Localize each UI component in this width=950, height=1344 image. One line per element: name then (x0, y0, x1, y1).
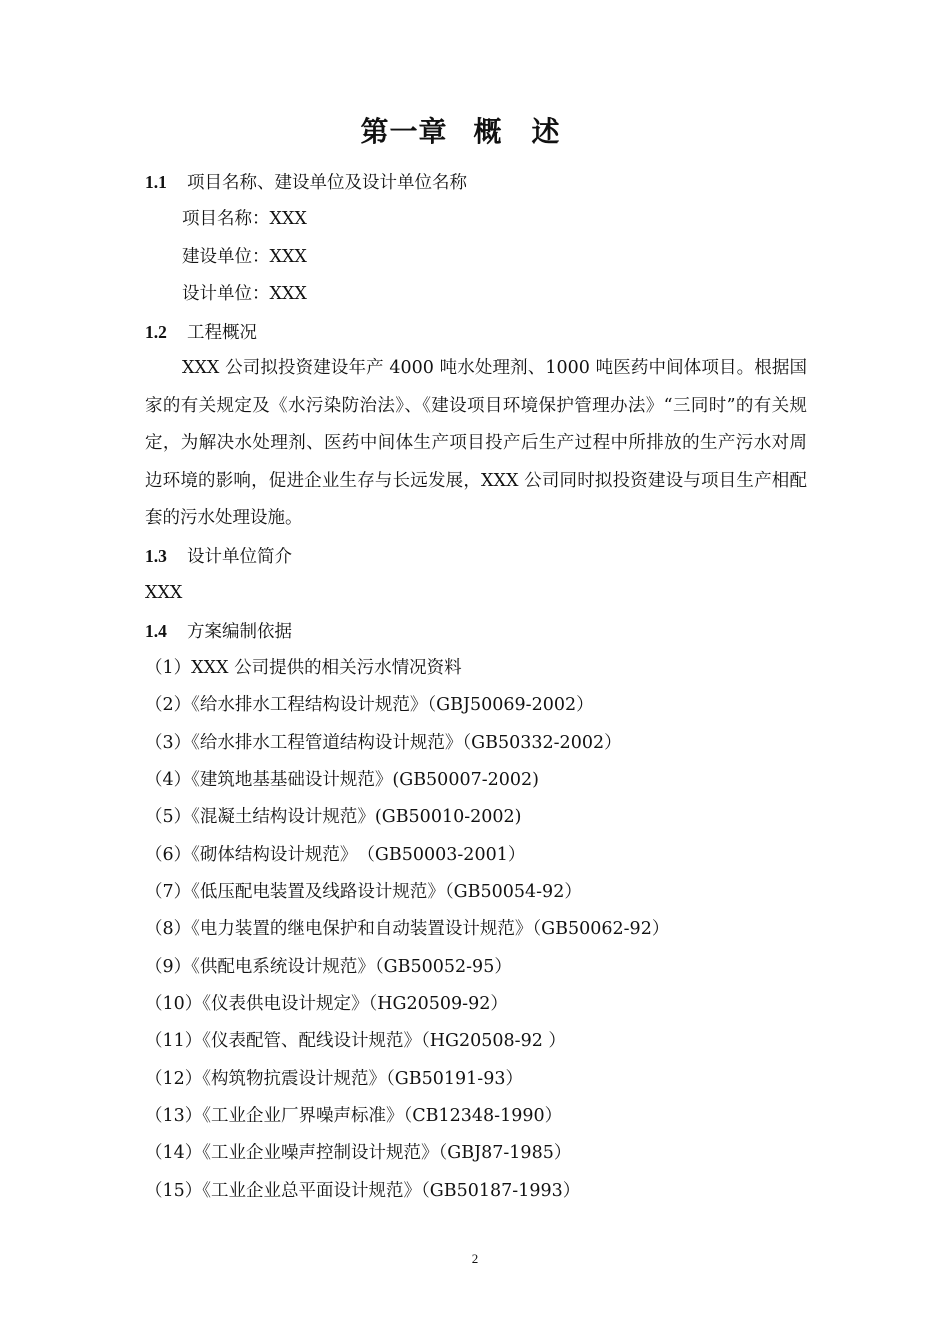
section-title: 设计单位简介 (187, 547, 292, 567)
section-heading-1-3 (145, 545, 292, 568)
design-unit-line: 设计单位：XXX (182, 284, 307, 304)
basis-item: （1）XXX 公司提供的相关污水情况资料 (145, 658, 462, 678)
basis-item: （7）《低压配电装置及线路设计规范》（GB50054-92） (145, 882, 582, 902)
chapter-title (0, 110, 950, 150)
section-title: 工程概况 (187, 323, 257, 343)
section-number: 1.1 (145, 172, 167, 192)
page-number: 2 (471, 1251, 479, 1266)
basis-item: （4）《建筑地基基础设计规范》(GB50007-2002) (145, 770, 539, 790)
basis-item: （2）《给水排水工程结构设计规范》（GBJ50069-2002） (145, 695, 594, 715)
chapter-name: 概述 (473, 115, 590, 148)
section-heading-1-4 (145, 620, 292, 643)
basis-item: （14）《工业企业噪声控制设计规范》（GBJ87-1985） (145, 1143, 572, 1163)
construction-unit-line: 建设单位：XXX (182, 247, 307, 267)
overview-paragraph: XXX 公司拟投资建设年产 4000 吨水处理剂、1000 吨医药中间体项目。根据国家的有关规定及《水污染防治法》、《建设项目环境保护管理办法》“三同时”的有关规定，为解决水处理剂、医药中间体生产项目投产后生产过程中所排放的生产污水对周边环境的影响，促进企业生存与长远发展，XXX 公司同时拟投资建设与项目生产相配套的污水处理设施。 (145, 358, 807, 529)
basis-item: （6）《砌体结构设计规范》 （GB50003-2001） (145, 845, 526, 865)
project-name-line: 项目名称：XXX (182, 209, 307, 229)
basis-item: （10）《仪表供电设计规定》（HG20509-92） (145, 994, 508, 1014)
section-number: 1.2 (145, 322, 167, 342)
section-number: 1.3 (145, 546, 167, 566)
section-heading-1-1 (145, 171, 467, 194)
design-unit-intro: XXX (145, 583, 183, 603)
section-number: 1.4 (145, 621, 167, 641)
section-title: 项目名称、建设单位及设计单位名称 (187, 173, 467, 193)
basis-item: （8）《电力装置的继电保护和自动装置设计规范》（GB50062-92） (145, 919, 670, 939)
basis-item: （5）《混凝土结构设计规范》(GB50010-2002) (145, 807, 522, 827)
basis-item: （15）《工业企业总平面设计规范》（GB50187-1993） (145, 1181, 581, 1201)
basis-item: （12）《构筑物抗震设计规范》（GB50191-93） (145, 1069, 523, 1089)
basis-item: （3）《给水排水工程管道结构设计规范》（GB50332-2002） (145, 733, 622, 753)
basis-item: （11）《仪表配管、配线设计规范》（HG20508-92 ） (145, 1031, 566, 1051)
chapter-number: 第一章 (360, 115, 448, 148)
section-heading-1-2 (145, 321, 257, 344)
basis-item: （9）《供配电系统设计规范》（GB50052-95） (145, 957, 512, 977)
section-title: 方案编制依据 (187, 622, 292, 642)
basis-item: （13）《工业企业厂界噪声标准》（CB12348-1990） (145, 1106, 563, 1126)
